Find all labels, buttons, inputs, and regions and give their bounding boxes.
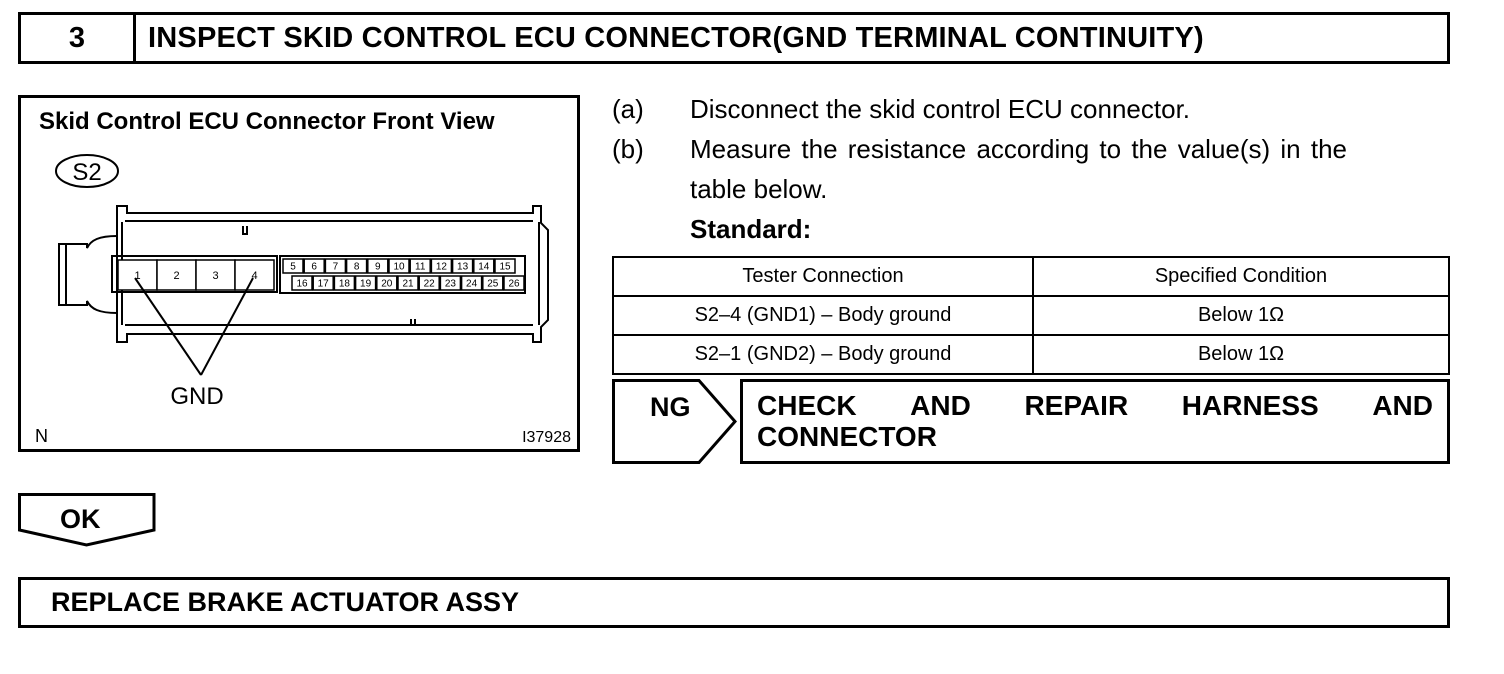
table-header-cell: Specified Condition	[1033, 257, 1449, 296]
ng-label: NG	[650, 392, 691, 422]
instruction-b-text-line1: Measure the resistance according to the value(s) in the	[690, 134, 1348, 164]
table-header-row	[613, 257, 1449, 296]
pin-label-26: 26	[508, 278, 520, 290]
table-cell: S2–1 (GND2) – Body ground	[613, 335, 1033, 374]
pin-label-18: 18	[338, 278, 350, 290]
connector-code-label: S2	[72, 159, 102, 186]
ok-label: OK	[60, 504, 101, 534]
pin-label-23: 23	[444, 278, 456, 290]
ng-action-word: HARNESS	[1181, 390, 1319, 421]
instruction-a-text: Disconnect the skid control ECU connector.	[690, 94, 1191, 124]
small-pins	[283, 259, 524, 290]
pin-label-14: 14	[478, 261, 490, 273]
pin-label-8: 8	[353, 261, 360, 273]
pin-label-9: 9	[375, 261, 381, 273]
ng-action-word: AND	[910, 390, 971, 421]
step-header	[18, 12, 1450, 64]
pin-label-17: 17	[317, 278, 329, 290]
large-pins	[118, 260, 274, 290]
instruction-a-label: (a)	[612, 94, 644, 124]
instruction-b-text-line2: table below.	[690, 174, 828, 204]
instruction-b-label: (b)	[612, 134, 644, 164]
pin-label-13: 13	[457, 261, 469, 273]
pin-label-5: 5	[290, 261, 296, 273]
gnd-label: GND	[170, 383, 224, 410]
ng-action-word: AND	[1372, 390, 1433, 421]
pin-label-24: 24	[466, 278, 478, 290]
table-cell: Below 1Ω	[1033, 335, 1449, 374]
table-cell: S2–4 (GND1) – Body ground	[613, 296, 1033, 335]
replace-action-text: REPLACE BRAKE ACTUATOR ASSY	[51, 587, 520, 617]
pin-label-22: 22	[423, 278, 435, 290]
table-cell: Below 1Ω	[1033, 296, 1449, 335]
replace-action-box	[18, 577, 1450, 628]
table-row	[613, 335, 1449, 374]
pin-label-10: 10	[393, 261, 405, 273]
illustration-title: Skid Control ECU Connector Front View	[39, 108, 495, 135]
corner-label: N	[35, 426, 48, 446]
ng-action-line2: CONNECTOR	[757, 421, 937, 452]
pin-label-12: 12	[435, 261, 447, 273]
step-title: INSPECT SKID CONTROL ECU CONNECTOR(GND TERMINAL CONTINUITY)	[148, 21, 1204, 54]
figure-id: I37928	[522, 429, 571, 446]
pin-label-1: 1	[134, 269, 141, 282]
pin-label-2: 2	[173, 269, 180, 282]
pin-label-6: 6	[311, 261, 317, 273]
pin-label-15: 15	[499, 261, 511, 273]
pin-label-20: 20	[381, 278, 393, 290]
ng-action-box	[740, 379, 1450, 464]
standard-label: Standard:	[690, 214, 812, 244]
instruction-a	[612, 89, 1190, 129]
pin-label-7: 7	[332, 261, 339, 273]
pin-label-21: 21	[402, 278, 414, 290]
ng-action-word: REPAIR	[1024, 390, 1129, 421]
pin-label-4: 4	[251, 269, 258, 282]
spec-table	[612, 256, 1450, 375]
table-row	[613, 296, 1449, 335]
pin-label-11: 11	[415, 261, 426, 273]
ng-action-line1	[757, 390, 1433, 421]
pin-label-19: 19	[360, 278, 372, 290]
instruction-b	[612, 129, 1347, 169]
pin-label-3: 3	[212, 269, 219, 282]
ng-action-word: CHECK	[757, 390, 857, 421]
step-number: 3	[21, 15, 136, 61]
connector-illustration	[18, 95, 580, 452]
table-header-cell: Tester Connection	[613, 257, 1033, 296]
connector-diagram	[21, 98, 577, 449]
pin-label-25: 25	[487, 278, 499, 290]
pin-label-16: 16	[296, 278, 308, 290]
